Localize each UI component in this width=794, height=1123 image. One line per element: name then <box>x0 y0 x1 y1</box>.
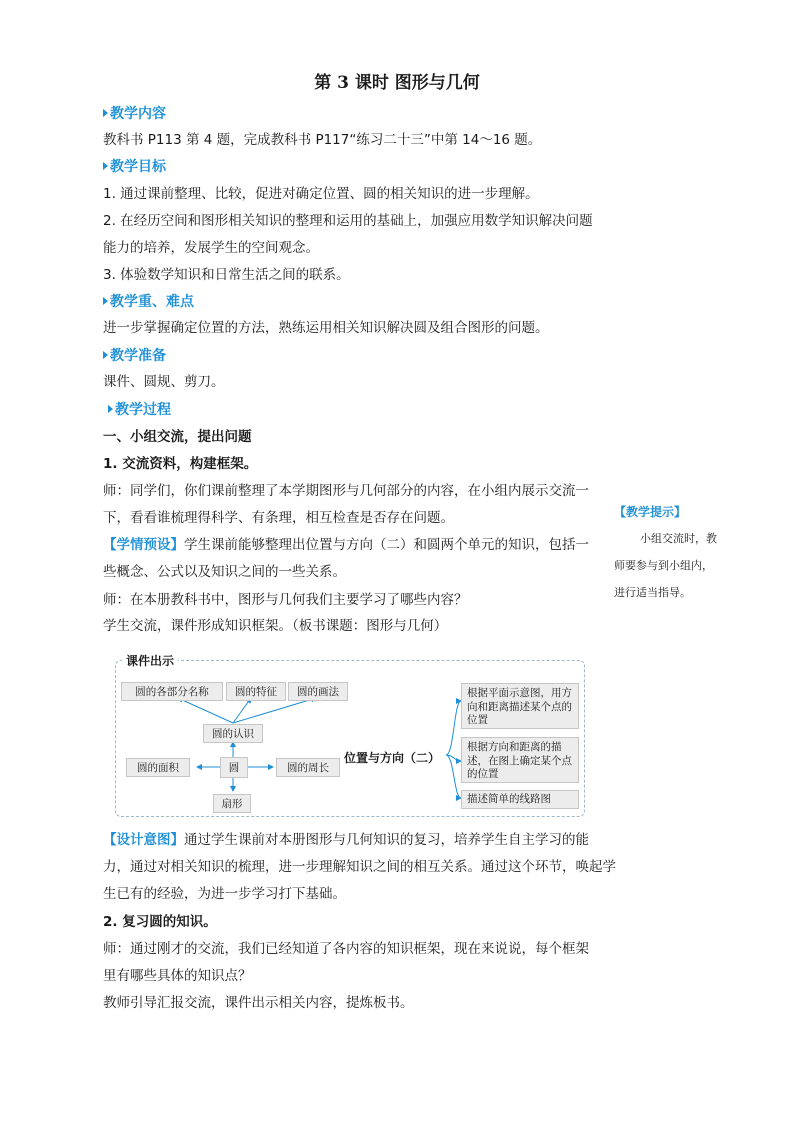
node-position-r1: 根据平面示意图，用方向和距离描述某个点的位置 <box>461 683 579 729</box>
student-text: 学生交流，课件形成知识框架。（板书课题：图形与几何） <box>103 618 448 634</box>
node-circle-area: 圆的面积 <box>126 758 190 777</box>
triangle-bullet-icon <box>108 405 113 413</box>
learning-preview-text: 学生课前能够整理出位置与方向（二）和圆两个单元的知识，包括一 <box>184 537 589 553</box>
page-title: 第 3 课时 图形与几何 <box>314 73 480 93</box>
design-intent-line1 <box>103 828 589 852</box>
learning-preview-line1 <box>103 533 589 557</box>
section-title: 教学目标 <box>110 159 166 175</box>
teacher-text-5: 教师引导汇报交流，课件出示相关内容，提炼板书。 <box>103 995 414 1011</box>
design-intent-text: 通过学生课前对本册图形与几何知识的复习，培养学生自主学习的能 <box>184 832 589 848</box>
section-heading-content <box>103 103 166 123</box>
teacher-text-4b: 里有哪些具体的知识点？ <box>103 968 252 984</box>
section-heading-process <box>108 399 171 419</box>
step2-subtitle: 2. 复习圆的知识。 <box>103 914 217 930</box>
figure-label: 课件出示 <box>122 652 178 669</box>
content-text: 教科书 P113 第 4 题，完成教科书 P117“练习二十三”中第 14～16 题。 <box>103 132 542 148</box>
sidebar-line1: 小组交流时，教 <box>640 532 717 545</box>
sidebar-line2: 师要参与到小组内， <box>614 559 713 572</box>
goal-3: 3. 体验数学知识和日常生活之间的联系。 <box>103 267 350 283</box>
goal-1: 1. 通过课前整理、比较，促进对确定位置、圆的相关知识的进一步理解。 <box>103 186 539 202</box>
teacher-text-2: 师：在本册教科书中，图形与几何我们主要学习了哪些内容？ <box>103 592 468 608</box>
prep-text: 课件、圆规、剪刀。 <box>103 374 225 390</box>
sidebar-line3: 进行适当指导。 <box>614 586 691 599</box>
section-title: 教学内容 <box>110 106 166 122</box>
node-position-r2: 根据方向和距离的描述，在图上确定某个点的位置 <box>461 737 579 783</box>
node-circumference: 圆的周长 <box>276 758 340 777</box>
triangle-bullet-icon <box>103 162 108 170</box>
learning-preview-line2: 些概念、公式以及知识之间的一些关系。 <box>103 564 346 580</box>
section-heading-key <box>103 291 194 311</box>
teacher-text-1b: 下，看看谁梳理得科学、有条理，相互检查是否存在问题。 <box>103 510 454 526</box>
goal-2-line1: 2. 在经历空间和图形相关知识的整理和运用的基础上，加强应用数学知识解决问题 <box>103 213 593 229</box>
node-circle: 圆 <box>220 757 248 778</box>
section-heading-goals <box>103 156 166 176</box>
learning-preview-tag: 【学情预设】 <box>103 537 184 553</box>
section-heading-prep <box>103 345 166 365</box>
node-sector: 扇形 <box>213 794 251 813</box>
triangle-bullet-icon <box>103 297 108 305</box>
sidebar-title: 【教学提示】 <box>614 505 687 519</box>
node-route-map: 描述简单的线路图 <box>461 790 579 809</box>
node-circle-drawing: 圆的画法 <box>288 682 348 701</box>
step1-title: 一、小组交流，提出问题 <box>103 429 252 445</box>
step1-subtitle: 1. 交流资料，构建框架。 <box>103 456 258 472</box>
section-title: 教学过程 <box>115 402 171 418</box>
node-position-direction: 位置与方向（二） <box>344 751 441 765</box>
courseware-figure <box>115 654 585 817</box>
key-text: 进一步掌握确定位置的方法，熟练运用相关知识解决圆及组合图形的问题。 <box>103 320 549 336</box>
design-intent-tag: 【设计意图】 <box>103 832 184 848</box>
triangle-bullet-icon <box>103 351 108 359</box>
design-intent-line2: 力，通过对相关知识的梳理，进一步理解知识之间的相互关系。通过这个环节，唤起学 <box>103 859 616 875</box>
node-circle-understanding: 圆的认识 <box>203 724 263 743</box>
design-intent-line3: 生已有的经验，为进一步学习打下基础。 <box>103 886 346 902</box>
section-title: 教学准备 <box>110 348 166 364</box>
node-circle-features: 圆的特征 <box>226 682 286 701</box>
triangle-bullet-icon <box>103 109 108 117</box>
teacher-text-4a: 师：通过刚才的交流，我们已经知道了各内容的知识框架，现在来说说，每个框架 <box>103 941 589 957</box>
node-circle-parts: 圆的各部分名称 <box>121 682 223 701</box>
teacher-text-1a: 师：同学们，你们课前整理了本学期图形与几何部分的内容，在小组内展示交流一 <box>103 483 589 499</box>
goal-2-line2: 能力的培养，发展学生的空间观念。 <box>103 240 319 256</box>
section-title: 教学重、难点 <box>110 294 194 310</box>
